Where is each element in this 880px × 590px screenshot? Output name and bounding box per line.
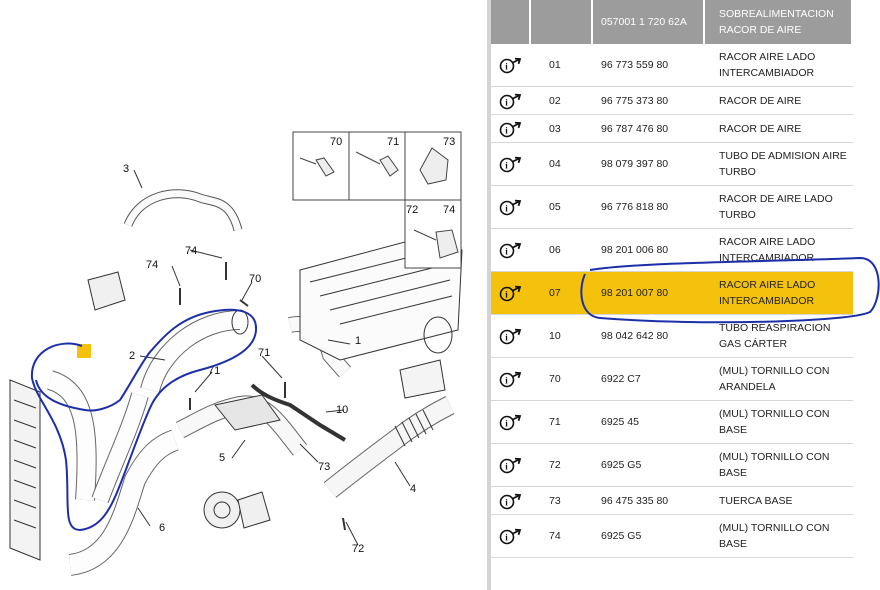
row-description: (MUL) TORNILLO CON ARANDELA (705, 358, 853, 401)
part-3-hose (128, 194, 238, 230)
svg-text:i: i (505, 418, 508, 429)
row-reference: 96 773 559 80 (593, 44, 705, 87)
info-arrow-icon[interactable] (498, 198, 524, 216)
turbo-drawing (204, 492, 270, 528)
table-row[interactable] (491, 143, 853, 186)
table-row[interactable] (491, 401, 853, 444)
parts-table (491, 0, 853, 558)
svg-text:2: 2 (129, 350, 136, 362)
svg-text:73: 73 (443, 136, 456, 148)
info-arrow-icon[interactable] (498, 327, 524, 345)
svg-text:i: i (505, 97, 508, 108)
table-header-row (491, 0, 853, 44)
svg-text:i: i (505, 375, 508, 386)
row-icon-cell[interactable] (491, 44, 531, 87)
row-description: RACOR DE AIRE (705, 87, 853, 115)
svg-text:i: i (505, 246, 508, 257)
row-part-number: 03 (531, 115, 593, 143)
svg-text:70: 70 (249, 273, 262, 285)
row-reference: 6925 45 (593, 401, 705, 444)
row-icon-cell[interactable] (491, 315, 531, 358)
svg-text:3: 3 (123, 163, 130, 175)
row-reference: 98 079 397 80 (593, 143, 705, 186)
svg-text:74: 74 (185, 245, 198, 257)
row-description: (MUL) TORNILLO CON BASE (705, 401, 853, 444)
row-icon-cell[interactable] (491, 401, 531, 444)
info-arrow-icon[interactable] (498, 92, 524, 110)
intercooler-drawing (10, 380, 40, 560)
row-part-number: 71 (531, 401, 593, 444)
info-arrow-icon[interactable] (498, 456, 524, 474)
table-row[interactable] (491, 444, 853, 487)
svg-text:4: 4 (410, 483, 417, 495)
selected-part-marker (77, 344, 91, 358)
header-icon-col (491, 0, 531, 44)
row-part-number: 70 (531, 358, 593, 401)
svg-text:74: 74 (443, 204, 456, 216)
svg-text:71: 71 (387, 136, 400, 148)
info-arrow-icon[interactable] (498, 492, 524, 510)
row-icon-cell[interactable] (491, 115, 531, 143)
row-icon-cell[interactable] (491, 186, 531, 229)
table-row[interactable] (491, 487, 853, 515)
table-row[interactable] (491, 315, 853, 358)
row-icon-cell[interactable] (491, 272, 531, 315)
svg-text:6: 6 (159, 522, 166, 534)
table-row[interactable] (491, 515, 853, 558)
row-part-number: 73 (531, 487, 593, 515)
svg-text:72: 72 (352, 543, 365, 555)
svg-text:i: i (505, 203, 508, 214)
svg-text:i: i (505, 289, 508, 300)
row-part-number: 02 (531, 87, 593, 115)
svg-text:i: i (505, 532, 508, 543)
row-part-number: 04 (531, 143, 593, 186)
info-arrow-icon[interactable] (498, 370, 524, 388)
row-description: TUBO REASPIRACION GAS CÁRTER (705, 315, 853, 358)
svg-text:i: i (505, 461, 508, 472)
row-reference: 98 201 007 80 (593, 272, 705, 315)
row-description: TUBO DE ADMISION AIRE TURBO (705, 143, 853, 186)
svg-text:1: 1 (355, 335, 362, 347)
row-description: TUERCA BASE (705, 487, 853, 515)
row-reference: 6922 C7 (593, 358, 705, 401)
svg-text:72: 72 (406, 204, 419, 216)
row-part-number: 10 (531, 315, 593, 358)
info-arrow-icon[interactable] (498, 284, 524, 302)
row-icon-cell[interactable] (491, 229, 531, 272)
row-description: RACOR DE AIRE (705, 115, 853, 143)
table-row[interactable] (491, 358, 853, 401)
row-icon-cell[interactable] (491, 444, 531, 487)
valve-drawing (88, 272, 125, 310)
row-icon-cell[interactable] (491, 143, 531, 186)
row-icon-cell[interactable] (491, 87, 531, 115)
row-description: RACOR AIRE LADO INTERCAMBIADOR (705, 44, 853, 87)
row-reference: 96 475 335 80 (593, 487, 705, 515)
svg-text:i: i (505, 61, 508, 72)
svg-text:i: i (505, 125, 508, 136)
info-arrow-icon[interactable] (498, 120, 524, 138)
info-arrow-icon[interactable] (498, 413, 524, 431)
fastener-inset (293, 132, 461, 268)
table-row[interactable] (491, 44, 853, 87)
svg-text:i: i (505, 497, 508, 508)
table-row[interactable] (491, 87, 853, 115)
parts-table-body (491, 44, 853, 558)
row-reference: 98 042 642 80 (593, 315, 705, 358)
svg-text:10: 10 (336, 404, 349, 416)
header-description: SOBREALIMENTACION RACOR DE AIRE (705, 0, 853, 44)
row-part-number: 72 (531, 444, 593, 487)
row-description: RACOR DE AIRE LADO TURBO (705, 186, 853, 229)
row-icon-cell[interactable] (491, 358, 531, 401)
row-description: (MUL) TORNILLO CON BASE (705, 444, 853, 487)
info-arrow-icon[interactable] (498, 527, 524, 545)
info-arrow-icon[interactable] (498, 56, 524, 74)
row-reference: 6925 G5 (593, 515, 705, 558)
row-part-number: 06 (531, 229, 593, 272)
svg-text:i: i (505, 160, 508, 171)
row-part-number: 05 (531, 186, 593, 229)
header-num-col (531, 0, 593, 44)
table-row[interactable] (491, 229, 853, 272)
svg-text:i: i (505, 332, 508, 343)
row-icon-cell[interactable] (491, 515, 531, 558)
table-row[interactable] (491, 186, 853, 229)
part-4-tube (330, 405, 450, 490)
svg-text:71: 71 (208, 365, 221, 377)
row-part-number: 01 (531, 44, 593, 87)
svg-text:73: 73 (318, 461, 331, 473)
row-reference: 98 201 006 80 (593, 229, 705, 272)
info-arrow-icon[interactable] (498, 241, 524, 259)
row-part-number: 74 (531, 515, 593, 558)
svg-text:71: 71 (258, 347, 271, 359)
row-reference: 96 776 818 80 (593, 186, 705, 229)
row-reference: 96 775 373 80 (593, 87, 705, 115)
svg-text:70: 70 (330, 136, 343, 148)
part-2-duct (150, 310, 248, 390)
info-arrow-icon[interactable] (498, 155, 524, 173)
row-icon-cell[interactable] (491, 487, 531, 515)
row-reference: 6925 G5 (593, 444, 705, 487)
row-description: RACOR AIRE LADO INTERCAMBIADOR (705, 272, 853, 315)
table-row[interactable] (491, 272, 853, 315)
row-description: RACOR AIRE LADO INTERCAMBIADOR (705, 229, 853, 272)
svg-text:5: 5 (219, 452, 226, 464)
row-description: (MUL) TORNILLO CON BASE (705, 515, 853, 558)
parts-list-pane (491, 0, 880, 590)
row-reference: 96 787 476 80 (593, 115, 705, 143)
row-part-number: 07 (531, 272, 593, 315)
svg-text:74: 74 (146, 259, 159, 271)
table-row[interactable] (491, 115, 853, 143)
header-reference: 057001 1 720 62A (593, 0, 705, 44)
